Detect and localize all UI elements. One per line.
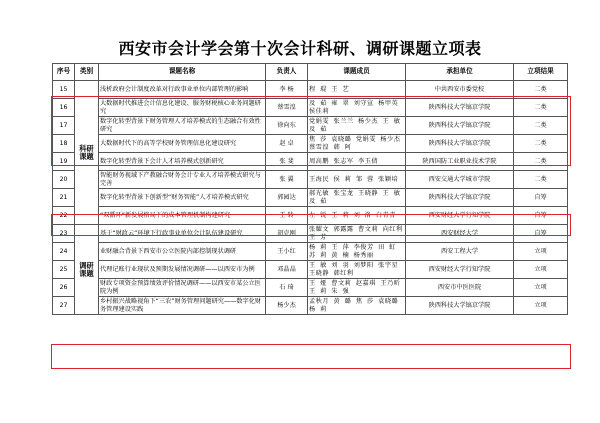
table-row: [53, 171, 568, 189]
header-seq: 序号: [53, 64, 75, 81]
row-unit: 西安财经大学行知学院: [406, 261, 514, 279]
row-result: 立项: [514, 261, 568, 279]
row-result: 二类: [514, 153, 568, 171]
row-members: 张耀文 郭露露 曹文莉 向红利 王 芳: [308, 225, 406, 243]
row-unit: 西安市中医医院: [406, 279, 514, 297]
row-seq: 26: [53, 279, 75, 297]
row-unit: 陕西科技大学镐京学院: [406, 297, 514, 315]
row-leader: 杨少杰: [266, 297, 308, 315]
row-seq: 23: [53, 225, 75, 243]
row-project-name: 业财融合背景下西安市公立医院内部控制现状调研: [99, 243, 266, 261]
row-result: 二类: [514, 171, 568, 189]
table-row: [53, 189, 568, 207]
row-project-name: 代理记账行业现状及预期发展情况调研——以西安市为例: [99, 261, 266, 279]
row-leader: 王 转: [266, 207, 308, 225]
row-result: 自筹: [514, 207, 568, 225]
table-row: [53, 225, 568, 243]
row-seq: 21: [53, 189, 75, 207]
row-unit: 陕西国防工业职业技术学院: [406, 153, 514, 171]
row-result: 立项: [514, 297, 568, 315]
row-seq: 24: [53, 243, 75, 261]
row-project-name: 大数据时代推进会计信息化建设、服务财税核心业务问题研究: [99, 99, 266, 117]
row-leader: 李 杨: [266, 81, 308, 99]
header-leader: 负责人: [266, 64, 308, 81]
table-row: [53, 81, 568, 99]
table-header-row: [53, 64, 568, 81]
row-project-name: 基于“财政云”环境下行政事业单位会计队伍建设研究: [99, 225, 266, 243]
table-row: [53, 153, 568, 171]
row-members: 党娟雯 张兰兰 杨少杰 王 敏 及 茹: [308, 117, 406, 135]
row-members: 王 娅 曹文莉 赵嘉琪 王乃昕 王 莉 朱 强: [308, 279, 406, 297]
table-row: [53, 297, 568, 315]
table-row: [53, 207, 568, 225]
row-unit: 西安交通大学城市学院: [406, 171, 514, 189]
row-project-name: “双循环”新发展格局下的成本管理机制构建研究: [99, 207, 266, 225]
row-project-name: 浅析政府会计制度改革对行政事业单位内部管理的影响: [99, 81, 266, 99]
row-project-name: 数字化转型背景下会计人才培养模式创新研究: [99, 153, 266, 171]
table-row: [53, 279, 568, 297]
row-seq: 22: [53, 207, 75, 225]
page-title: 西安市会计学会第十次会计科研、调研课题立项表: [118, 39, 482, 58]
row-members: 程 琨 王 艺: [308, 81, 406, 99]
row-project-name: 数字化转型背景下创新型“财务智能”人才培养模式研究: [99, 189, 266, 207]
row-unit: 西安财经大学: [406, 225, 514, 243]
row-leader: 邓晶晶: [266, 261, 308, 279]
highlight-box-row-27: [51, 344, 571, 369]
row-seq: 27: [53, 297, 75, 315]
row-members: 郝光敏 张宝龙 王晓静 王 敏 及 茹: [308, 189, 406, 207]
row-unit: 陕西科技大学镐京学院: [406, 99, 514, 117]
header-result: 立项结果: [514, 64, 568, 81]
header-category: 类别: [75, 64, 99, 81]
row-result: 二类: [514, 81, 568, 99]
row-members: 孟秋月 黄 璐 焦 莎 袁晓璐 杨 莉: [308, 297, 406, 315]
row-result: 自筹: [514, 225, 568, 243]
row-leader: 赵 卓: [266, 135, 308, 153]
row-unit: 陕西科技大学镐京学院: [406, 135, 514, 153]
row-leader: 蔡雪湟: [266, 99, 308, 117]
row-result: 立项: [514, 243, 568, 261]
row-result: 二类: [514, 117, 568, 135]
table-row: [53, 243, 568, 261]
row-leader: 张 斐: [266, 153, 308, 171]
project-table: [52, 63, 568, 315]
row-leader: 王小红: [266, 243, 308, 261]
row-unit: 西安工程大学: [406, 243, 514, 261]
row-result: 二类: [514, 99, 568, 117]
row-unit: 陕西科技大学镐京学院: [406, 117, 514, 135]
header-unit: 承担单位: [406, 64, 514, 81]
row-seq: 20: [53, 171, 75, 189]
row-members: 左 锐 王 莉 刘 洛 白青青: [308, 207, 406, 225]
row-seq: 25: [53, 261, 75, 279]
row-leader: 石 琦: [266, 279, 308, 297]
row-seq: 19: [53, 153, 75, 171]
row-project-name: 乡村振兴战略视角下“三农”财务管理问题研究——数字化财务管理建设实践: [99, 297, 266, 315]
row-leader: 张 翼: [266, 171, 308, 189]
row-members: 周高鹏 张志军 李玉倩: [308, 153, 406, 171]
row-members: 王海民 侯 莉 邹 蓉 张颖培: [308, 171, 406, 189]
row-unit: 陕西科技大学镐京学院: [406, 189, 514, 207]
header-project-name: 课题名称: [99, 64, 266, 81]
row-seq: 15: [53, 81, 75, 99]
row-members: 焦 莎 袁晓璐 党娟雯 杨少杰 蔡雪湟 韩 阿: [308, 135, 406, 153]
row-members: 杨 莉 王 萍 李俊芳 田 虹 苏 莉 黄 楠 杨秀丽: [308, 243, 406, 261]
row-leader: 郭园达: [266, 189, 308, 207]
row-leader: 徐向东: [266, 117, 308, 135]
row-project-name: 财政专项资金预算绩效评价情况调研——以西安市某公立医院为例: [99, 279, 266, 297]
table-row: [53, 117, 568, 135]
row-seq: 17: [53, 117, 75, 135]
row-unit: 中共西安市委党校: [406, 81, 514, 99]
row-project-name: 数字化转型背景下财务管理人才培养模式的生态融合有效性研究: [99, 117, 266, 135]
table-row: [53, 135, 568, 153]
row-unit: 西安财经大学行知学院: [406, 207, 514, 225]
row-result: 二类: [514, 135, 568, 153]
row-result: 立项: [514, 279, 568, 297]
row-leader: 胡克刚: [266, 225, 308, 243]
row-project-name: 大数据时代下的高等学校财务管理信息化建设研究: [99, 135, 266, 153]
category-research: 科研课题: [75, 81, 99, 225]
header-members: 课题成员: [308, 64, 406, 81]
row-project-name: 智能财务视域下产教融合财务会计专业人才培养模式研究与完善: [99, 171, 266, 189]
row-seq: 16: [53, 99, 75, 117]
row-seq: 18: [53, 135, 75, 153]
table-row: [53, 261, 568, 279]
row-members: 及 茹 雍 翠 刘守宣 杨甲英 侯佳莉: [308, 99, 406, 117]
category-survey: 调研课题: [75, 225, 99, 315]
table-row: [53, 99, 568, 117]
row-members: 王 敏 刘 羽 刘梦阳 张宇星 王晓静 韩红利: [308, 261, 406, 279]
row-result: 自筹: [514, 189, 568, 207]
